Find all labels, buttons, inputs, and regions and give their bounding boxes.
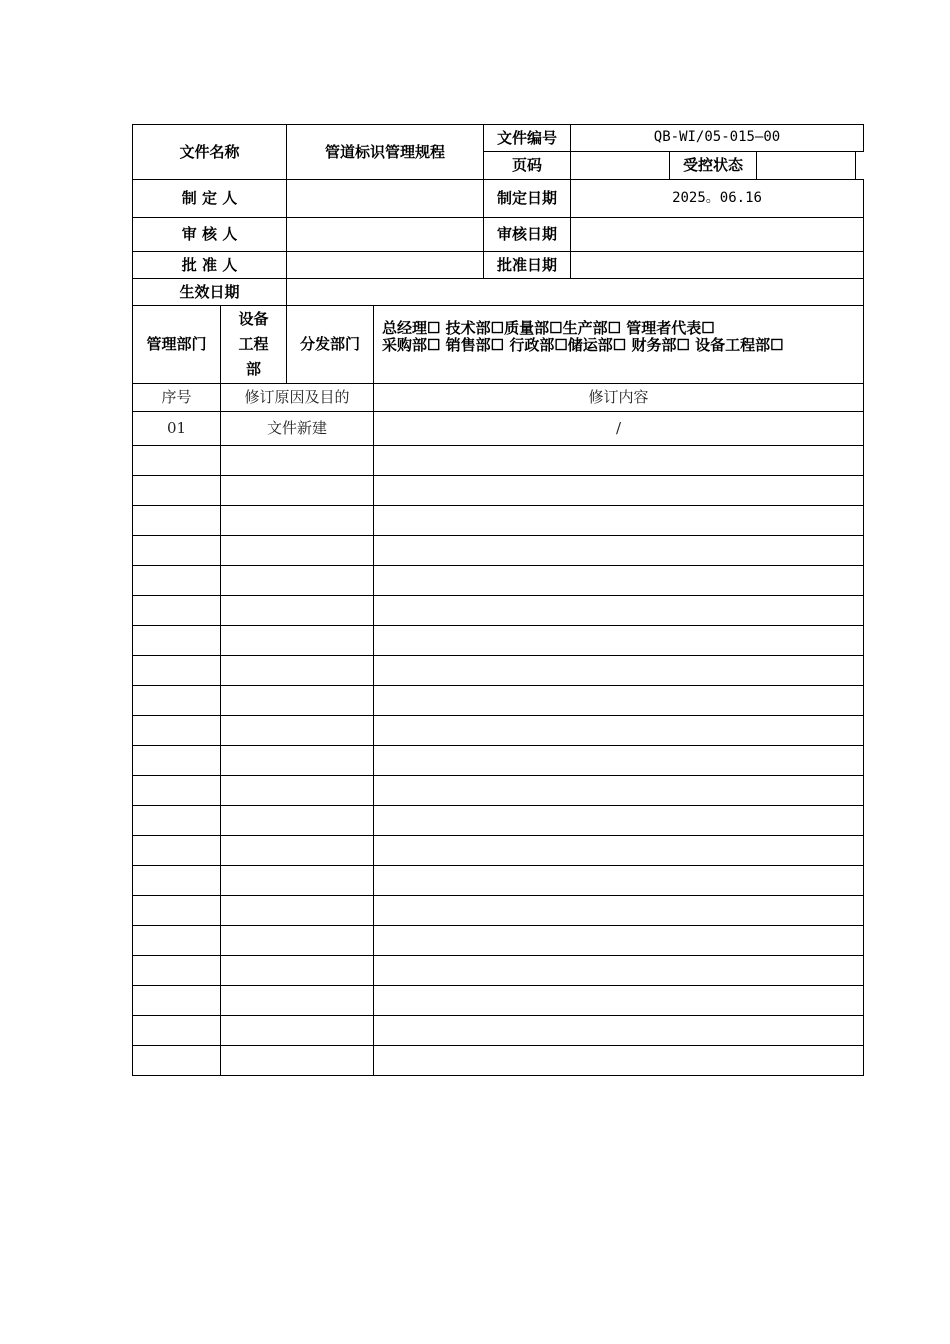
- revision-no-cell: [132, 1045, 221, 1076]
- revision-reason-cell: [220, 595, 374, 626]
- drafter-label: 制 定 人: [132, 179, 287, 218]
- revision-content-cell: [373, 715, 864, 746]
- managing-dept-value: [220, 305, 287, 384]
- revision-no-cell: [132, 475, 221, 506]
- approver-label: 批 准 人: [132, 251, 287, 279]
- control-status-label: 受控状态: [669, 151, 757, 180]
- reviewer-value: [286, 217, 484, 252]
- revision-content-cell: [373, 955, 864, 986]
- revision-content-cell: [373, 775, 864, 806]
- approver-value: [286, 251, 484, 279]
- revision-header-reason: 修订原因及目的: [220, 383, 374, 412]
- page-label: 页码: [483, 151, 571, 180]
- revision-content-cell: [373, 745, 864, 776]
- revision-reason-cell: [220, 805, 374, 836]
- revision-content-cell: [373, 685, 864, 716]
- revision-reason-cell: [220, 745, 374, 776]
- approve-date-value: [570, 251, 864, 279]
- revision-no-cell: [132, 865, 221, 896]
- approve-date-label: 批准日期: [483, 251, 571, 279]
- revision-content-cell: [373, 835, 864, 866]
- revision-content-cell: [373, 535, 864, 566]
- revision-no-cell: 01: [132, 411, 221, 446]
- revision-reason-cell: [220, 865, 374, 896]
- distribution-line: 采购部☐ 销售部☐ 行政部☐储运部☐ 财务部☐ 设备工程部☐: [382, 336, 784, 354]
- revision-reason-cell: [220, 715, 374, 746]
- revision-header-no: 序号: [132, 383, 221, 412]
- revision-no-cell: [132, 445, 221, 476]
- control-status-value: [756, 151, 856, 180]
- revision-no-cell: [132, 505, 221, 536]
- revision-content-cell: [373, 625, 864, 656]
- revision-reason-cell: [220, 985, 374, 1016]
- revision-content-cell: [373, 655, 864, 686]
- effective-date-value: [286, 278, 864, 306]
- managing-dept-line: 设备: [238, 310, 269, 328]
- page-value: [570, 151, 670, 180]
- revision-content-cell: [373, 475, 864, 506]
- revision-content-cell: [373, 445, 864, 476]
- revision-reason-cell: [220, 445, 374, 476]
- review-date-label: 审核日期: [483, 217, 571, 252]
- revision-content-cell: [373, 1015, 864, 1046]
- file-no-value: QB-WI/05-015—00: [570, 124, 864, 152]
- managing-dept-line: 部: [245, 360, 261, 378]
- revision-reason-cell: [220, 625, 374, 656]
- draft-date-value: 2025。06.16: [570, 179, 864, 218]
- revision-no-cell: [132, 805, 221, 836]
- revision-no-cell: [132, 925, 221, 956]
- revision-no-cell: [132, 1015, 221, 1046]
- revision-no-cell: [132, 775, 221, 806]
- revision-reason-cell: [220, 835, 374, 866]
- revision-no-cell: [132, 745, 221, 776]
- revision-reason-cell: 文件新建: [220, 411, 374, 446]
- revision-reason-cell: [220, 505, 374, 536]
- review-date-value: [570, 217, 864, 252]
- draft-date-label: 制定日期: [483, 179, 571, 218]
- managing-dept-line: 工程: [238, 335, 269, 353]
- drafter-value: [286, 179, 484, 218]
- revision-reason-cell: [220, 565, 374, 596]
- revision-no-cell: [132, 535, 221, 566]
- revision-no-cell: [132, 655, 221, 686]
- revision-content-cell: [373, 895, 864, 926]
- revision-reason-cell: [220, 685, 374, 716]
- revision-reason-cell: [220, 475, 374, 506]
- revision-content-cell: [373, 865, 864, 896]
- revision-reason-cell: [220, 1045, 374, 1076]
- revision-reason-cell: [220, 775, 374, 806]
- distribution-line: 总经理☐ 技术部☐质量部☐生产部☐ 管理者代表☐: [382, 319, 715, 337]
- revision-reason-cell: [220, 535, 374, 566]
- revision-content-cell: [373, 595, 864, 626]
- revision-reason-cell: [220, 895, 374, 926]
- revision-no-cell: [132, 895, 221, 926]
- revision-content-cell: [373, 565, 864, 596]
- revision-reason-cell: [220, 1015, 374, 1046]
- revision-no-cell: [132, 565, 221, 596]
- managing-dept-label: 管理部门: [132, 305, 221, 384]
- revision-content-cell: [373, 925, 864, 956]
- revision-no-cell: [132, 985, 221, 1016]
- revision-content-cell: [373, 1045, 864, 1076]
- reviewer-label: 审 核 人: [132, 217, 287, 252]
- file-no-label: 文件编号: [483, 124, 571, 152]
- revision-content-cell: [373, 805, 864, 836]
- revision-no-cell: [132, 955, 221, 986]
- revision-no-cell: [132, 835, 221, 866]
- revision-reason-cell: [220, 925, 374, 956]
- revision-reason-cell: [220, 655, 374, 686]
- revision-reason-cell: [220, 955, 374, 986]
- revision-no-cell: [132, 625, 221, 656]
- revision-content-cell: [373, 985, 864, 1016]
- revision-header-content: 修订内容: [373, 383, 864, 412]
- revision-content-cell: /: [373, 411, 864, 446]
- revision-no-cell: [132, 595, 221, 626]
- distribution-dept-list: [373, 305, 864, 384]
- file-name-value: 管道标识管理规程: [286, 124, 484, 180]
- revision-no-cell: [132, 715, 221, 746]
- effective-date-label: 生效日期: [132, 278, 287, 306]
- file-name-label: 文件名称: [132, 124, 287, 180]
- revision-content-cell: [373, 505, 864, 536]
- revision-no-cell: [132, 685, 221, 716]
- distribution-dept-label: 分发部门: [286, 305, 374, 384]
